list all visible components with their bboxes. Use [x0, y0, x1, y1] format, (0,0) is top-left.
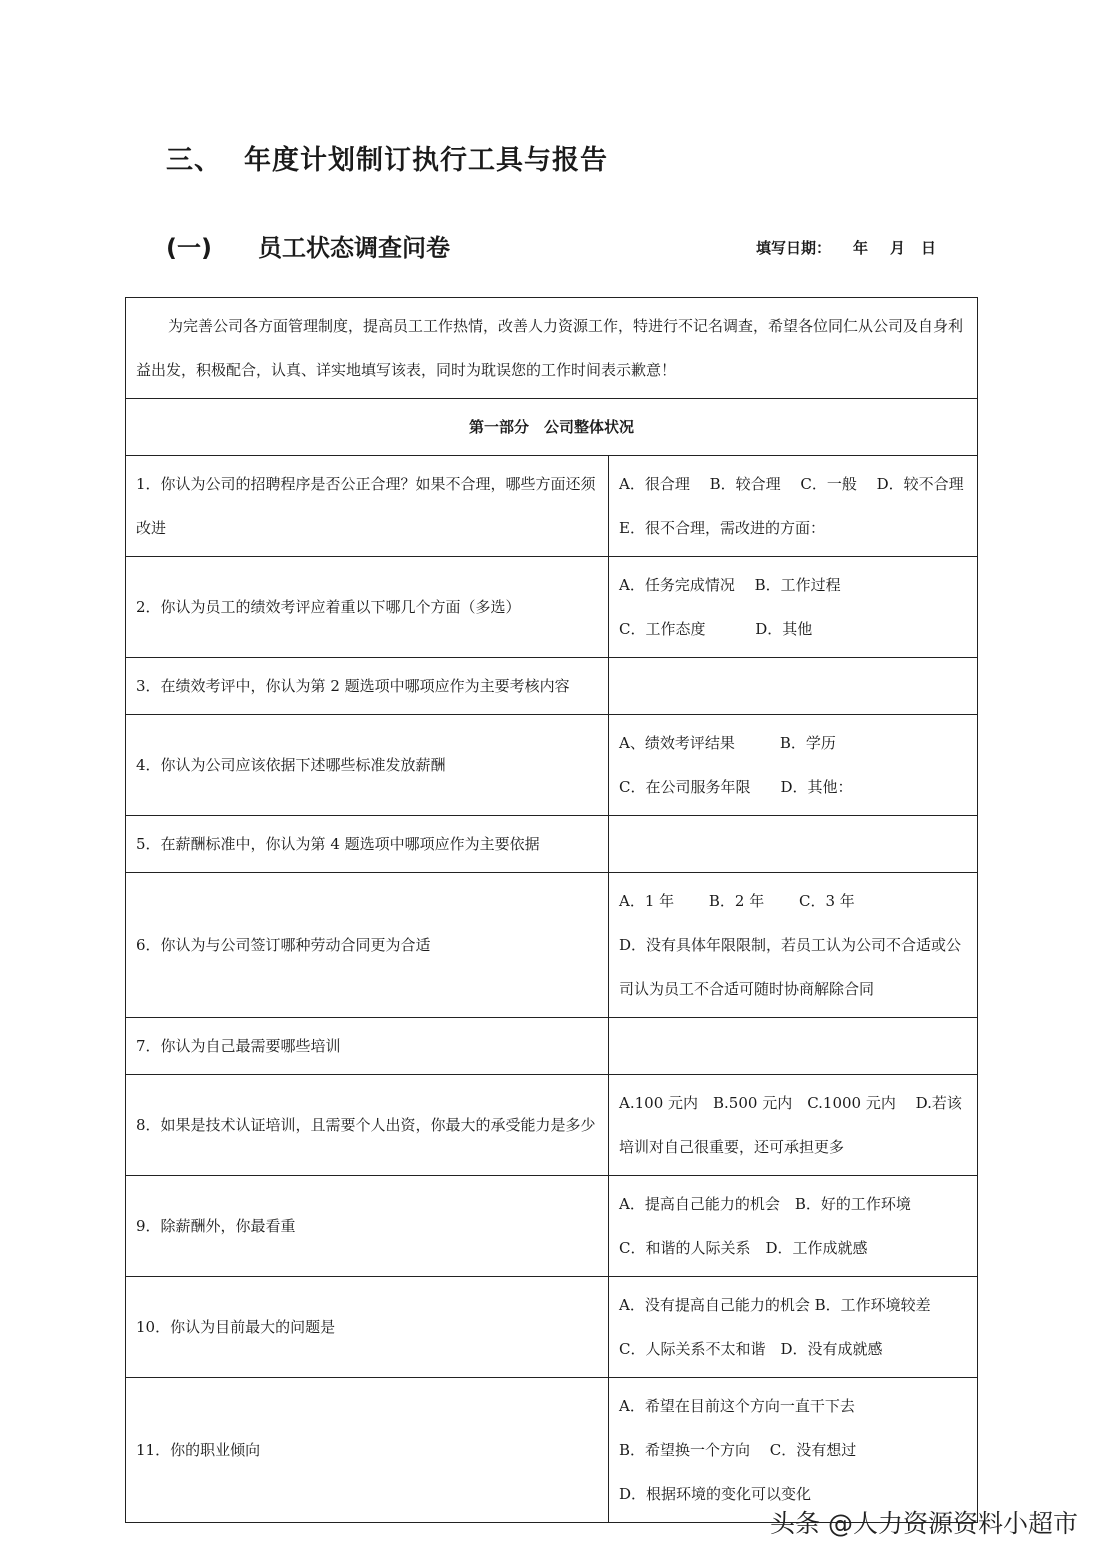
watermark: 头条 @人力资源资料小超市 — [770, 1509, 1078, 1538]
answer-cell — [609, 1378, 978, 1523]
fill-date-year: 年 — [853, 239, 869, 257]
fill-date-day: 日 — [921, 239, 937, 257]
question-text: 7．你认为自己最需要哪些培训 — [126, 1018, 609, 1075]
answer-option-line: A．提高自己能力的机会 B．好的工作环境 — [619, 1195, 911, 1213]
question-row — [126, 456, 978, 557]
question-text: 4．你认为公司应该依据下述哪些标准发放薪酬 — [126, 715, 609, 816]
answer-option-line: A．没有提高自己能力的机会 B．工作环境较差 — [619, 1296, 931, 1314]
intro-text: 为完善公司各方面管理制度，提高员工工作热情，改善人力资源工作，特进行不记名调查，希望各位同仁从公司及自身利益出发，积极配合，认真、详实地填写该表，同时为耽误您的工作时间表示歉意！ — [126, 298, 978, 399]
question-row — [126, 873, 978, 1018]
question-row — [126, 557, 978, 658]
sub-heading-number: (一) — [166, 234, 212, 262]
main-heading — [166, 138, 608, 177]
intro-row — [126, 298, 978, 399]
section-row — [126, 399, 978, 456]
question-text: 3．在绩效考评中，你认为第 2 题选项中哪项应作为主要考核内容 — [126, 658, 609, 715]
answer-option-line: C．工作态度 D．其他 — [619, 620, 813, 638]
question-row — [126, 1075, 978, 1176]
question-row — [126, 1018, 978, 1075]
answer-option-line: A．希望在目前这个方向一直干下去 — [619, 1397, 855, 1415]
answer-option-line: A．任务完成情况 B．工作过程 — [619, 576, 841, 594]
answer-option-line: B．希望换一个方向 C．没有想过 — [619, 1441, 857, 1459]
question-text: 2．你认为员工的绩效考评应着重以下哪几个方面（多选） — [126, 557, 609, 658]
question-text: 5．在薪酬标准中，你认为第 4 题选项中哪项应作为主要依据 — [126, 816, 609, 873]
answer-cell — [609, 1075, 978, 1176]
answer-option-line: A．很合理 B．较合理 C．一般 D．较不合理 E．很不合理，需改进的方面： — [619, 475, 964, 537]
question-text: 6．你认为与公司签订哪种劳动合同更为合适 — [126, 873, 609, 1018]
question-row — [126, 715, 978, 816]
question-row — [126, 1277, 978, 1378]
answer-option-line: C．和谐的人际关系 D．工作成就感 — [619, 1239, 868, 1257]
answer-cell — [609, 557, 978, 658]
fill-date-label: 填写日期： — [756, 239, 832, 257]
answer-cell — [609, 715, 978, 816]
answer-option-line: D．没有具体年限限制，若员工认为公司不合适或公司认为员工不合适可随时协商解除合同 — [619, 936, 962, 998]
sub-heading-text: 员工状态调查问卷 — [258, 234, 450, 262]
answer-cell — [609, 1176, 978, 1277]
answer-cell — [609, 873, 978, 1018]
question-text: 9．除薪酬外，你最看重 — [126, 1176, 609, 1277]
fill-date-month: 月 — [890, 239, 906, 257]
question-row — [126, 816, 978, 873]
question-text: 1．你认为公司的招聘程序是否公正合理？如果不合理，哪些方面还须改进 — [126, 456, 609, 557]
question-row — [126, 1176, 978, 1277]
question-row — [126, 658, 978, 715]
question-text: 10．你认为目前最大的问题是 — [126, 1277, 609, 1378]
answer-option-line: D．根据环境的变化可以变化 — [619, 1485, 812, 1503]
sub-heading — [166, 228, 450, 263]
answer-cell — [609, 1277, 978, 1378]
answer-cell — [609, 816, 978, 873]
answer-option-line: A、绩效考评结果 B．学历 — [619, 734, 836, 752]
answer-option-line: A.100 元内 B.500 元内 C.1000 元内 D.若该培训对自己很重要，还可承担更多 — [619, 1094, 962, 1156]
question-row — [126, 1378, 978, 1523]
answer-cell — [609, 1018, 978, 1075]
answer-option-line: A．1 年 B．2 年 C．3 年 — [619, 892, 855, 910]
answer-cell — [609, 658, 978, 715]
section-title: 第一部分 公司整体状况 — [126, 399, 978, 456]
survey-table — [125, 297, 978, 1523]
answer-option-line: C．人际关系不太和谐 D．没有成就感 — [619, 1340, 883, 1358]
fill-date — [756, 237, 936, 258]
question-text: 11．你的职业倾向 — [126, 1378, 609, 1523]
main-heading-text: 年度计划制订执行工具与报告 — [244, 145, 608, 176]
answer-option-line: C．在公司服务年限 D．其他： — [619, 778, 853, 796]
main-heading-number: 三、 — [166, 145, 222, 176]
answer-cell — [609, 456, 978, 557]
question-text: 8．如果是技术认证培训，且需要个人出资，你最大的承受能力是多少 — [126, 1075, 609, 1176]
